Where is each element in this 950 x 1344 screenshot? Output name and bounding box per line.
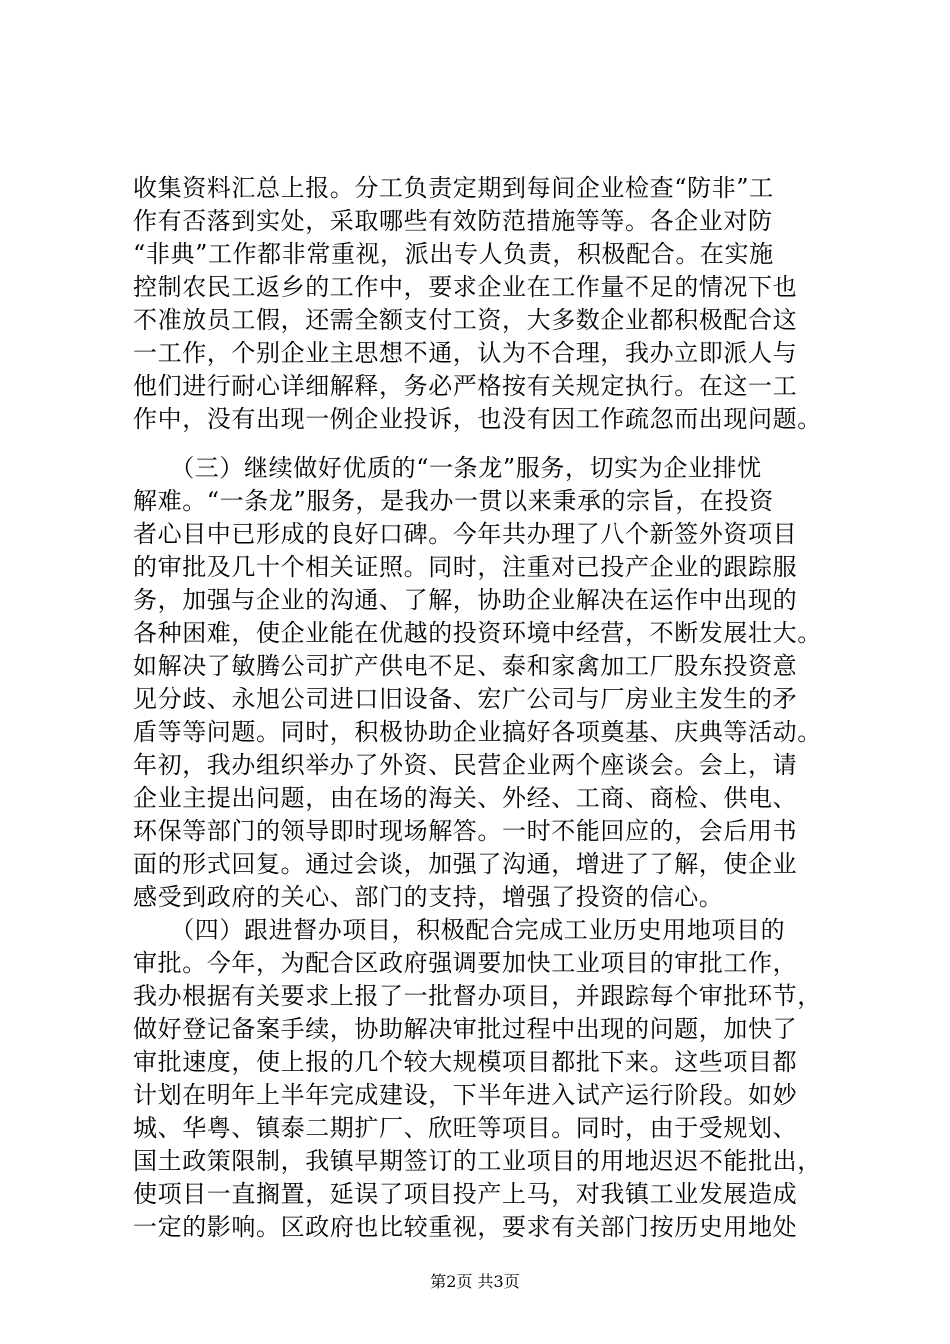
text-line: 见分歧、永旭公司进口旧设备、宏广公司与厂房业主发生的矛 (133, 685, 798, 713)
text-line: 作有否落到实处，采取哪些有效防范措施等等。各企业对防 (133, 207, 773, 235)
page-number-footer: 第2页 共3页 (430, 1272, 520, 1291)
text-line: 的审批及几十个相关证照。同时，注重对已投产企业的跟踪服 (133, 553, 798, 581)
text-line: 面的形式回复。通过会谈，加强了沟通，增进了了解，使企业 (133, 850, 798, 878)
text-line: 做好登记备案手续，协助解决审批过程中出现的问题，加快了 (133, 1015, 798, 1043)
text-line: 年初，我办组织举办了外资、民营企业两个座谈会。会上，请 (133, 751, 798, 779)
text-line: 收集资料汇总上报。分工负责定期到每间企业检查“防非”工 (133, 174, 774, 202)
text-line: 审批速度，使上报的几个较大规模项目都批下来。这些项目都 (133, 1048, 798, 1076)
text-line: 解难。“一条龙”服务，是我办一贯以来秉承的宗旨，在投资 (133, 487, 774, 515)
text-line: 盾等等问题。同时，积极协助企业搞好各项奠基、庆典等活动。 (133, 718, 822, 746)
text-line: 他们进行耐心详细解释，务必严格按有关规定执行。在这一工 (133, 372, 798, 400)
text-line: 使项目一直搁置，延误了项目投产上马，对我镇工业发展造成 (133, 1180, 798, 1208)
text-line: （四）跟进督办项目，积极配合完成工业历史用地项目的 (133, 916, 786, 944)
text-line: 计划在明年上半年完成建设，下半年进入试产运行阶段。如妙 (133, 1081, 798, 1109)
text-line: 审批。今年，为配合区政府强调要加快工业项目的审批工作， (133, 949, 798, 977)
text-line: 如解决了敏腾公司扩产供电不足、泰和家禽加工厂股东投资意 (133, 652, 798, 680)
text-line: 控制农民工返乡的工作中，要求企业在工作量不足的情况下也 (133, 273, 798, 301)
text-line: 我办根据有关要求上报了一批督办项目，并跟踪每个审批环节， (133, 982, 822, 1010)
text-line: 感受到政府的关心、部门的支持，增强了投资的信心。 (133, 883, 724, 911)
text-line: “非典”工作都非常重视，派出专人负责，积极配合。在实施 (133, 240, 774, 268)
text-line: 环保等部门的领导即时现场解答。一时不能回应的，会后用书 (133, 817, 798, 845)
text-line: 一工作，个别企业主思想不通，认为不合理，我办立即派人与 (133, 339, 798, 367)
text-line: 务，加强与企业的沟通、了解，协助企业解决在运作中出现的 (133, 586, 798, 614)
text-line: 不准放员工假，还需全额支付工资，大多数企业都积极配合这 (133, 306, 798, 334)
text-line: 各种困难，使企业能在优越的投资环境中经营，不断发展壮大。 (133, 619, 822, 647)
text-line: 一定的影响。区政府也比较重视，要求有关部门按历史用地处 (133, 1213, 798, 1241)
text-line: 企业主提出问题，由在场的海关、外经、工商、商检、供电、 (133, 784, 798, 812)
text-line: 国土政策限制，我镇早期签订的工业项目的用地迟迟不能批出， (133, 1147, 822, 1175)
text-line: 作中，没有出现一例企业投诉，也没有因工作疏忽而出现问题。 (133, 405, 822, 433)
text-line: （三）继续做好优质的“一条龙”服务，切实为企业排忧 (133, 454, 762, 482)
text-line: 者心目中已形成的良好口碑。今年共办理了八个新签外资项目 (133, 520, 798, 548)
text-line: 城、华粤、镇泰二期扩厂、欣旺等项目。同时，由于受规划、 (133, 1114, 798, 1142)
